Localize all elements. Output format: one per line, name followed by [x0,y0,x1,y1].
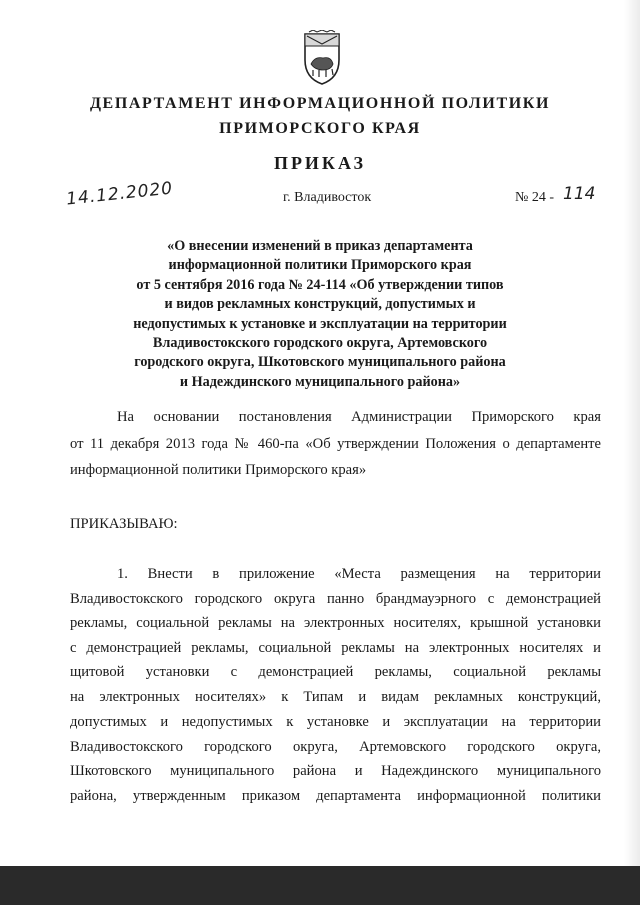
item-line: района, утвержденным приказом департамента информационной политики [70,788,601,804]
item-line: 1. Внести в приложение «Места размещения на территории [117,566,601,582]
subject-line: информационной политики Приморского края [168,257,472,274]
department-name-line2: ПРИМОРСКОГО КРАЯ [219,120,421,137]
document-type-title: ПРИКАЗ [273,153,367,173]
order-number-printed: № 24 - [515,190,555,205]
item-line: Владивостокского городского округа панно брандмауэрного с демонстрацией [70,591,601,607]
item-line: щитовой установки с демонстрацией рекламы, социальной рекламы [70,664,601,680]
order-subject [0,237,640,392]
subject-line: от 5 сентября 2016 года № 24-114 «Об утверждении типов [136,276,504,293]
basis-line: от 11 декабря 2013 года № 460-па «Об утверждении Положения о департаменте [70,436,601,452]
subject-line: «О внесении изменений в приказ департамента [167,238,473,254]
subject-line: Владивостокского городского округа, Артемовского [152,335,488,352]
city-label: г. Владивосток [283,190,372,205]
subject-line: и Надеждинского муниципального района» [179,373,461,390]
item-line: с демонстрацией рекламы, социальной рекламы на электронных носителях и [70,640,601,656]
scan-edge-shadow [624,0,640,866]
department-name-line1: ДЕПАРТАМЕНТ ИНФОРМАЦИОННОЙ ПОЛИТИКИ [89,95,551,112]
item-line: на электронных носителях» к Типам и видам рекламных конструкций, [70,689,601,705]
item-line: допустимых и недопустимых к установке и эксплуатации на территории [70,714,601,730]
primorsky-coat-of-arms-icon [301,30,343,86]
item-line: Шкотовского муниципального района и Надеждинского муниципального [70,763,601,779]
subject-line: недопустимых к установке и эксплуатации на территории [133,315,507,332]
handwritten-date: 14.12.2020 [65,178,175,210]
subject-line: городского округа, Шкотовского муниципального района [134,354,506,371]
basis-line: На основании постановления Администрации Приморского края [117,409,601,425]
subject-line: и видов рекламных конструкций, допустимых и [164,296,476,313]
order-word: ПРИКАЗЫВАЮ: [70,516,178,532]
item-line: рекламы, социальной рекламы на электронных носителях, крышной установки [70,615,601,631]
scan-bottom-border [0,866,640,905]
basis-line: информационной политики Приморского края» [70,462,367,478]
order-number-handwritten: 114 [563,184,596,204]
item-line: Владивостокского городского округа, Артемовского городского округа, [70,739,601,755]
